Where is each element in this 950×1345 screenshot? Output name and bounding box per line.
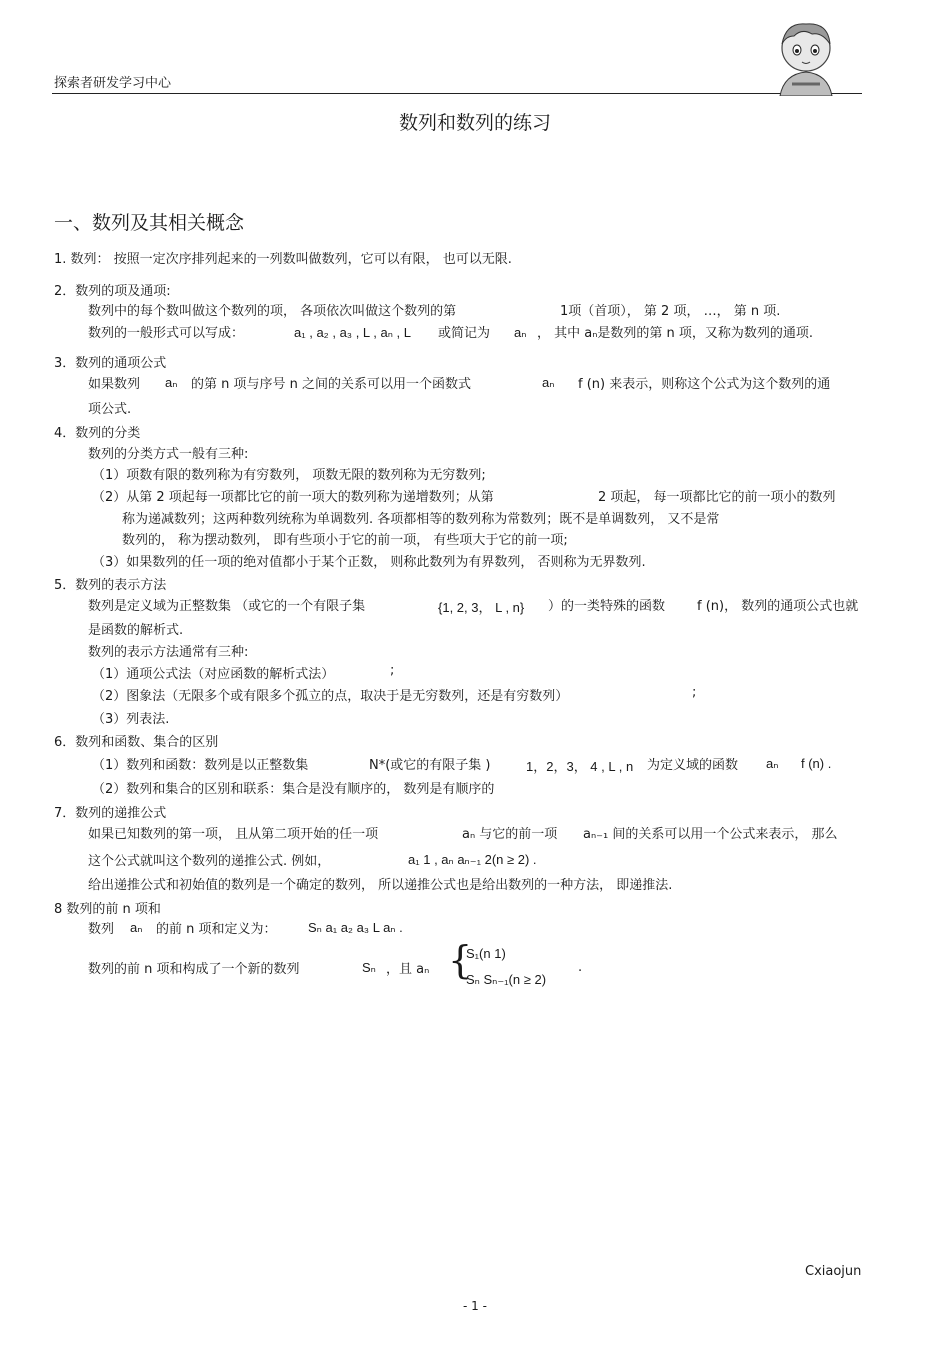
item-5-heading: 5．数列的表示方法: [54, 578, 167, 593]
item-5-subset-formula: {1, 2, 3， L , n}: [438, 600, 525, 615]
item-6-line1: （1）数列和函数：数列是以正整数集: [92, 758, 309, 773]
item-2-line2-end: ， 其中 aₙ是数列的第 n 项，又称为数列的通项.: [537, 326, 814, 341]
item-8-an: aₙ: [130, 920, 143, 935]
item-6-fn: f (n) .: [801, 756, 832, 771]
item-2-an: aₙ: [514, 325, 527, 340]
item-5-line3: 数列的表示方法通常有三种:: [88, 645, 249, 660]
item-6-line1-domain: N*(或它的有限子集 ): [369, 758, 491, 773]
item-2-line2-cont: 或简记为: [438, 326, 491, 341]
item-5-line4-end: ;: [390, 663, 395, 678]
item-8-line2: 数列的前 n 项和构成了一个新的数列: [88, 962, 300, 977]
item-5-line5: （2）图象法（无限多个或有限多个孤立的点，取决于是无穷数列，还是有穷数列）: [92, 689, 569, 704]
item-3-line2: 项公式.: [88, 402, 132, 417]
item-5-line1: 数列是定义域为正整数集 （或它的一个有限子集: [88, 599, 366, 614]
item-7-line1: 如果已知数列的第一项， 且从第二项开始的任一项: [88, 827, 379, 842]
item-5-line5-end: ;: [692, 685, 697, 700]
item-2-line1-cont: 1项（首项）， 第 2 项， …， 第 n 项.: [560, 304, 781, 319]
item-5-line4: （1）通项公式法（对应函数的解析式法）: [92, 667, 335, 682]
item-4-line4: 称为递减数列；这两种数列统称为单调数列. 各项都相等的数列称为常数列；既不是单调数列， 又不是常: [122, 512, 720, 527]
item-8-line1-cont: 的前 n 项和定义为：: [156, 922, 277, 937]
item-7-line1-cont: aₙ 与它的前一项: [462, 827, 558, 842]
item-5-line6: （3）列表法.: [92, 712, 170, 727]
item-3-line1: 如果数列: [88, 377, 141, 392]
header-divider: [52, 93, 862, 94]
item-8-case-2: Sₙ Sₙ₋₁(n ≥ 2): [466, 972, 547, 987]
item-4-heading: 4．数列的分类: [54, 426, 141, 441]
footer-author: Cxiaojun: [805, 1264, 862, 1279]
piecewise-brace: {: [448, 938, 473, 982]
item-3-an-2: aₙ: [542, 375, 555, 390]
item-3-heading: 3．数列的通项公式: [54, 356, 167, 371]
item-5-line1-end: f (n)， 数列的通项公式也就: [697, 599, 859, 614]
item-4-line2: （1）项数有限的数列称为有穷数列， 项数无限的数列称为无穷数列;: [92, 468, 486, 483]
page-title: 数列和数列的练习: [398, 112, 551, 134]
item-4-line5: 数列的， 称为摆动数列， 即有些项小于它的前一项， 有些项大于它的前一项;: [122, 533, 568, 548]
item-2-sequence-formula: a₁ , a₂ , a₃ , L , aₙ , L: [294, 325, 411, 340]
item-6-line1-cont: 为定义域的函数: [647, 758, 739, 773]
item-3-line1-cont: 的第 n 项与序号 n 之间的关系可以用一个函数式: [191, 377, 472, 392]
item-1-definition: 1. 数列： 按照一定次序排列起来的一列数叫做数列，它可以有限， 也可以无限.: [54, 252, 512, 267]
header-center-name: 探索者研发学习中心: [54, 76, 172, 91]
item-4-line1: 数列的分类方式一般有三种:: [88, 447, 249, 462]
item-6-domain-formula: 1，2，3， 4 , L , n: [526, 759, 634, 774]
item-4-line3-cont: 2 项起， 每一项都比它的前一项小的数列: [598, 490, 836, 505]
page-number: - 1 -: [463, 1299, 487, 1313]
item-3-line1-end: f (n) 来表示，则称这个公式为这个数列的通: [578, 377, 831, 392]
item-2-line2: 数列的一般形式可以写成：: [88, 326, 245, 341]
item-8-heading: 8 数列的前 n 项和: [54, 902, 161, 917]
item-7-heading: 7．数列的递推公式: [54, 806, 167, 821]
item-8-line2-cont: ，且 aₙ: [386, 962, 430, 977]
item-5-line2: 是函数的解析式.: [88, 623, 184, 638]
item-7-line2: 这个公式就叫这个数列的递推公式. 例如，: [88, 854, 331, 869]
cartoon-avatar-image: [772, 18, 840, 96]
item-5-line1-cont: ）的一类特殊的函数: [548, 599, 666, 614]
item-6-line2: （2）数列和集合的区别和联系：集合是没有顺序的， 数列是有顺序的: [92, 782, 495, 797]
item-7-line1-end: aₙ₋₁ 间的关系可以用一个公式来表示， 那么: [583, 827, 838, 842]
item-6-heading: 6．数列和函数、集合的区别: [54, 735, 219, 750]
item-4-line6: （3）如果数列的任一项的绝对值都小于某个正数， 则称此数列为有界数列， 否则称为无界数列.: [92, 555, 646, 570]
item-8-sum-formula: Sₙ a₁ a₂ a₃ L aₙ .: [308, 920, 403, 935]
item-2-heading: 2．数列的项及通项:: [54, 284, 171, 299]
item-4-line3: （2）从第 2 项起每一项都比它的前一项大的数列称为递增数列；从第: [92, 490, 494, 505]
item-3-an: aₙ: [165, 375, 178, 390]
item-6-an: aₙ: [766, 756, 779, 771]
item-2-line1: 数列中的每个数叫做这个数列的项， 各项依次叫做这个数列的第: [88, 304, 457, 319]
item-8-sn: Sₙ: [362, 960, 376, 975]
section-heading: 一、数列及其相关概念: [54, 212, 245, 234]
item-8-period: .: [578, 960, 583, 975]
item-8-case-1: S₁(n 1): [466, 946, 506, 961]
item-8-line1: 数列: [88, 922, 115, 937]
item-7-line3: 给出递推公式和初始值的数列是一个确定的数列， 所以递推公式也是给出数列的一种方法， 即递推法.: [88, 878, 673, 893]
item-7-recurrence-formula: a₁ 1 , aₙ aₙ₋₁ 2(n ≥ 2) .: [408, 852, 537, 867]
